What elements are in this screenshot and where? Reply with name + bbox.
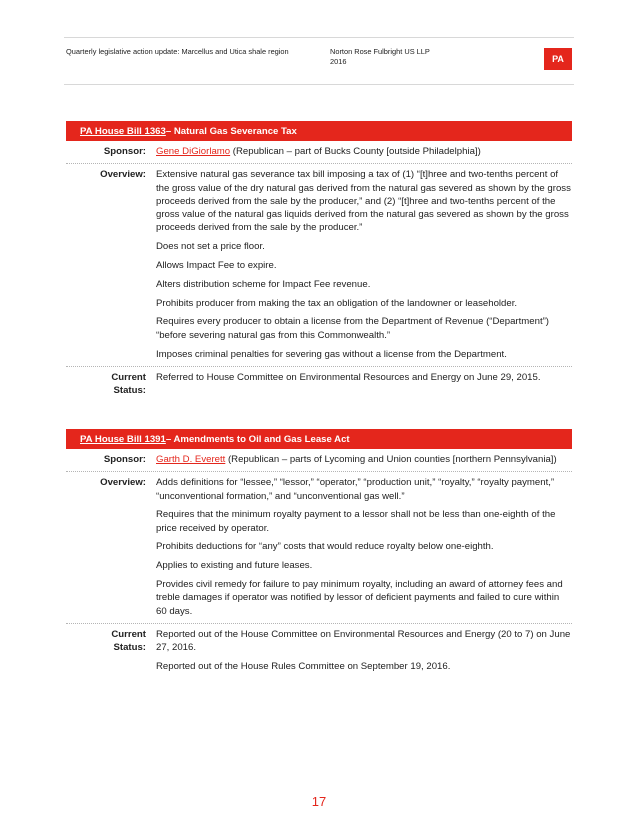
bill-link[interactable]: PA House Bill 1391 — [80, 433, 166, 445]
overview-content — [156, 476, 572, 618]
overview-item: Allows Impact Fee to expire. — [156, 260, 277, 272]
page-number: 17 — [311, 794, 327, 809]
status-row — [66, 623, 572, 678]
status-label-line2: Status: — [113, 385, 146, 397]
bill-section-1363 — [66, 121, 572, 402]
status-label-line1: Current — [111, 628, 146, 640]
sponsor-content — [156, 145, 572, 158]
status-row — [66, 366, 572, 403]
status-label-line1: Current — [111, 371, 146, 383]
firm-name: Norton Rose Fulbright US LLP — [330, 47, 430, 56]
bill-title-text: – Natural Gas Severance Tax — [165, 125, 297, 137]
status-content — [156, 628, 572, 673]
report-year: 2016 — [330, 57, 347, 66]
overview-item: Imposes criminal penalties for severing gas without a license from the Department. — [156, 348, 507, 360]
overview-item: Prohibits deductions for “any” costs that would reduce royalty below one-eighth. — [156, 541, 494, 553]
overview-content — [156, 168, 572, 361]
sponsor-detail: (Republican – parts of Lycoming and Union counties [northern Pennsylvania]) — [225, 454, 557, 465]
bill-link[interactable]: PA House Bill 1363 — [80, 125, 166, 137]
bill-title — [66, 429, 572, 449]
status-label — [66, 371, 146, 398]
sponsor-label: Sponsor: — [103, 146, 146, 157]
bill-title — [66, 121, 572, 141]
status-item: Reported out of the House Committee on Environmental Resources and Energy (20 to 7) on June 27, 2016. — [156, 628, 571, 654]
sponsor-detail: (Republican – part of Bucks County [outside Philadelphia]) — [230, 146, 481, 157]
status-label — [66, 628, 146, 673]
status-label-line2: Status: — [113, 642, 146, 654]
sponsor-link[interactable]: Gene DiGiorlamo — [156, 146, 231, 157]
overview-item: Does not set a price floor. — [156, 241, 265, 253]
report-title: Quarterly legislative action update: Marcellus and Utica shale region — [66, 47, 289, 56]
overview-item: Requires every producer to obtain a license from the Department of Revenue (“Department”) “before severing natural gas from this Commonwealth.” — [156, 316, 549, 341]
overview-item: Adds definitions for “lessee,” “lessor,” “operator,” “production unit,” “royalty,” “royalty payment,” “unconventional formation,” and “unconventional gas well.” — [156, 477, 555, 502]
overview-item: Extensive natural gas severance tax bill imposing a tax of (1) “[t]hree and two-tenths percent of the gross value of the dry natural gas derived from the natural gas severed as shown by the gross proceeds derived from the sale by the producer,” and (2) “[t]hree and two-tenths percent of the gross value of the natural gas liquids derived from the natural gas severed as shown by the gross proceeds derived from the sale by the producer.” — [156, 169, 571, 234]
overview-item: Provides civil remedy for failure to pay minimum royalty, including an award of attorney fees and treble damages if operator was notified by lessor of deficient payments and failed to cure within 60 days. — [156, 579, 563, 617]
bill-title-text: – Amendments to Oil and Gas Lease Act — [165, 433, 350, 445]
sponsor-row — [66, 449, 572, 471]
overview-item: Alters distribution scheme for Impact Fee revenue. — [156, 278, 371, 290]
sponsor-content — [156, 453, 572, 466]
overview-row — [66, 471, 572, 623]
sponsor-row — [66, 141, 572, 163]
sponsor-link[interactable]: Garth D. Everett — [156, 454, 226, 465]
overview-item: Prohibits producer from making the tax an obligation of the landowner or leaseholder. — [156, 297, 518, 309]
overview-label: Overview: — [100, 477, 146, 489]
overview-item: Requires that the minimum royalty payment to a lessor shall not be less than one-eighth of the price received by operator. — [156, 509, 556, 534]
status-item: Reported out of the House Rules Committee on September 19, 2016. — [156, 661, 451, 673]
bill-section-1391 — [66, 429, 572, 678]
header-rule — [64, 84, 574, 85]
overview-item: Applies to existing and future leases. — [156, 560, 313, 572]
overview-label: Overview: — [100, 169, 146, 181]
state-badge: PA — [544, 48, 572, 70]
status-item: Referred to House Committee on Environmental Resources and Energy on June 29, 2015. — [156, 371, 541, 383]
status-content — [156, 371, 572, 398]
sponsor-label: Sponsor: — [103, 454, 146, 465]
firm-info — [330, 47, 430, 67]
top-rule — [64, 37, 574, 38]
overview-row — [66, 163, 572, 366]
